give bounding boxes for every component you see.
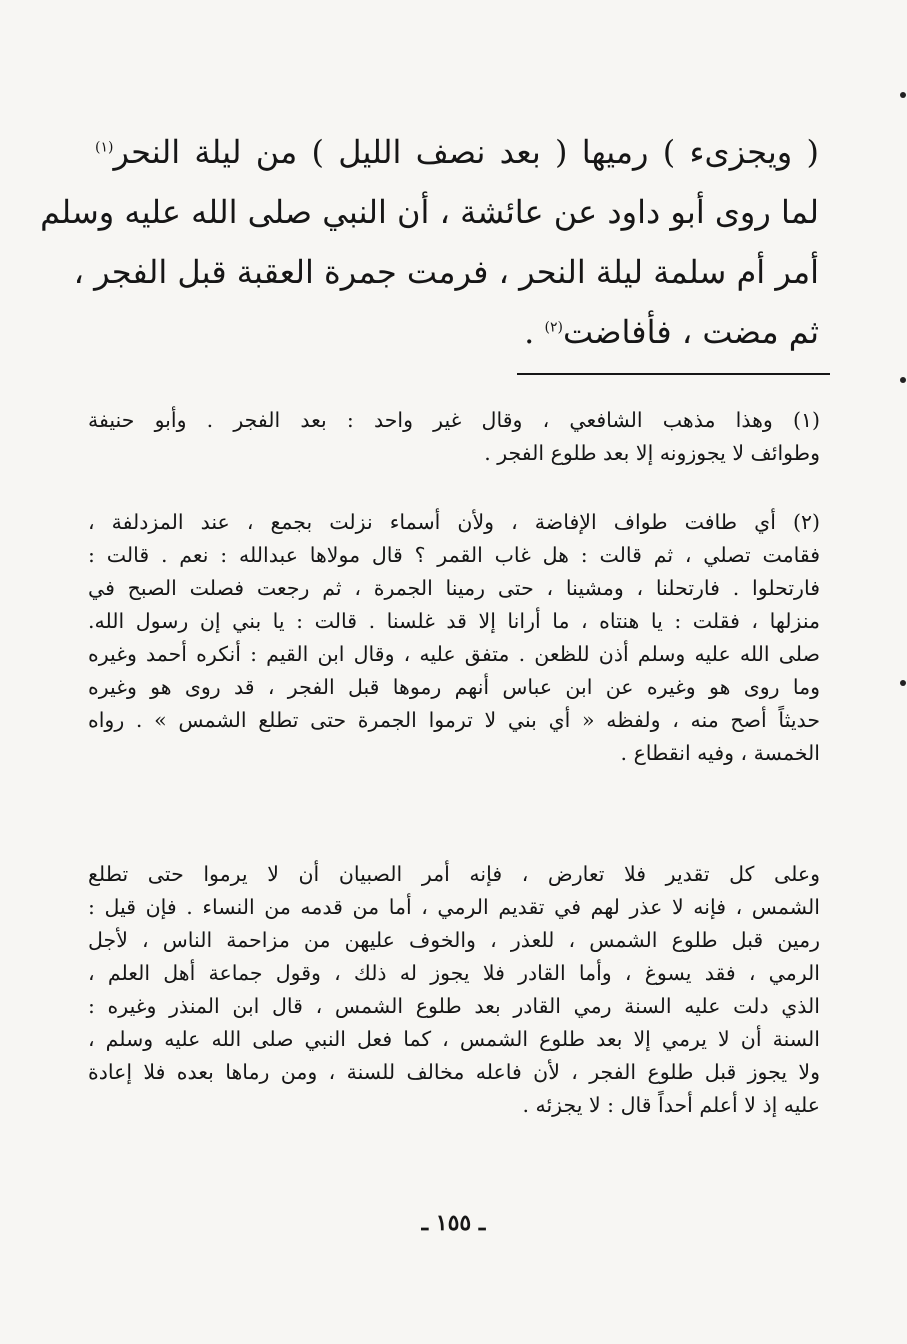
footnote-3-line-8: عليه إذ لا أعلم أحداً قال : لا يجزئه . [522, 1093, 820, 1117]
main-line-2: لما روى أبو داود عن عائشة ، أن النبي صلى الله عليه وسلم [40, 193, 819, 231]
scan-dot [900, 680, 906, 686]
scan-dot [900, 377, 906, 383]
page-number: ـ ١٥٥ ـ [421, 1210, 486, 1236]
main-line-1: ( ويجزىء ) رميها ( بعد نصف الليل ) من ليلة النحر$^{(١)}$ [95, 133, 819, 171]
main-line-4: ثم مضت ، فأفاضت$^{(٢)}$ . [524, 313, 819, 351]
main-text [40, 122, 819, 362]
scan-dot [900, 92, 906, 98]
footnote-2-line-5: صلى الله عليه وسلم أذن للظعن . متفق عليه ، وقال ابن القيم : أنكره أحمد وغيره [88, 642, 820, 666]
footnote-marker-2: (٢) [544, 319, 563, 336]
footnote-3-line-1: وعلى كل تقدير فلا تعارض ، فإنه أمر الصبيان أن لا يرموا حتى تطلع [88, 862, 820, 886]
footnote-divider [517, 373, 830, 375]
footnote-3-line-2: الشمس ، فإنه لا عذر لهم في تقديم الرمي ، أما من قدمه من النساء . فإن قيل : [88, 895, 820, 919]
footnote-continuation [88, 858, 820, 1122]
main-line-3: أمر أم سلمة ليلة النحر ، فرمت جمرة العقبة قبل الفجر ، [73, 253, 819, 291]
footnote-1 [88, 404, 820, 470]
footnote-1-line-1: (١) وهذا مذهب الشافعي ، وقال غير واحد : بعد الفجر . وأبو حنيفة [88, 408, 820, 432]
footnote-3-line-3: رمين قبل طلوع الشمس ، للعذر ، والخوف عليهن من مزاحمة الناس ، لأجل [88, 928, 820, 952]
footnote-3-line-7: ولا يجوز قبل طلوع الفجر ، لأن فاعله مخالف للسنة ، ومن رماها بعده فلا إعادة [88, 1060, 820, 1084]
footnote-3-line-5: الذي دلت عليه السنة رمي القادر بعد طلوع الشمس ، قال ابن المنذر وغيره : [88, 994, 820, 1018]
footnote-2 [88, 506, 820, 770]
footnote-2-line-4: منزلها ، فقلت : يا هنتاه ، ما أرانا إلا قد غلسنا . قالت : يا بني إن رسول الله. [88, 609, 820, 633]
footnote-2-line-8: الخمسة ، وفيه انقطاع . [620, 741, 820, 765]
footnote-2-line-6: وما روى هو وغيره عن ابن عباس أنهم رموها قبل الفجر ، قد روى هو وغيره [88, 675, 820, 699]
footnote-2-line-7: حديثاً أصح منه ، ولفظه « أي بني لا ترموا الجمرة حتى تطلع الشمس » . رواه [88, 708, 820, 732]
footnote-3-line-4: الرمي ، فقد يسوغ ، وأما القادر فلا يجوز له ذلك ، وقول جماعة أهل العلم ، [88, 961, 820, 985]
footnote-2-line-1: (٢) أي طافت طواف الإفاضة ، ولأن أسماء نزلت بجمع ، عند المزدلفة ، [88, 510, 820, 534]
footnote-2-line-3: فارتحلوا . فارتحلنا ، ومشينا ، حتى رمينا الجمرة ، ثم رجعت فصلت الصبح في [88, 576, 820, 600]
footnote-1-line-2: وطوائف لا يجوزونه إلا بعد طلوع الفجر . [484, 441, 820, 465]
footnote-marker-1: (١) [95, 139, 114, 156]
footnote-3-line-6: السنة أن لا يرمي إلا بعد طلوع الشمس ، كما فعل النبي صلى الله عليه وسلم ، [88, 1027, 820, 1051]
footnote-2-line-2: فقامت تصلي ، ثم قالت : هل غاب القمر ؟ قال مولاها عبدالله : نعم . قالت : [88, 543, 820, 567]
